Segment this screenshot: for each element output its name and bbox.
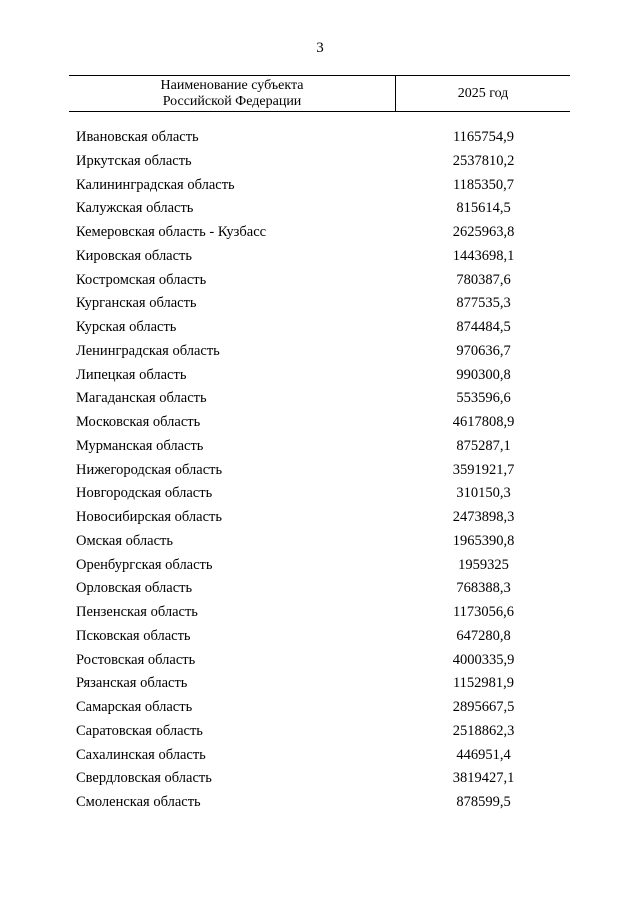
table-row: [0, 601, 640, 625]
region-name: Рязанская область: [76, 675, 188, 692]
column-header-subject: [69, 76, 396, 111]
region-name: Свердловская область: [76, 770, 212, 787]
region-name: Новгородская область: [76, 485, 213, 502]
table-row: [0, 720, 640, 744]
column-header-subject-line2: Российской Федерации: [162, 94, 302, 109]
region-name: Оренбургская область: [76, 556, 213, 573]
region-value: 2518862,3: [452, 722, 515, 739]
table-row: [0, 482, 640, 506]
region-name: Саратовская область: [76, 722, 203, 739]
table-row: [0, 174, 640, 198]
region-value: 1965390,8: [452, 532, 515, 549]
region-value: 2625963,8: [452, 224, 515, 240]
region-value: 3819427,1: [452, 770, 515, 787]
table-row: [0, 672, 640, 696]
region-name: Псковская область: [76, 627, 191, 644]
region-value: 310150,3: [456, 485, 511, 502]
region-name: Липецкая область: [76, 366, 187, 383]
region-value: 970636,7: [456, 342, 511, 359]
region-value: 4000335,9: [452, 651, 515, 668]
table-row: [0, 506, 640, 530]
region-name: Ленинградская область: [76, 342, 220, 359]
region-value: 815614,5: [456, 200, 511, 217]
region-value: 1185350,7: [452, 176, 515, 193]
region-name: Кемеровская область - Кузбасс: [76, 224, 267, 240]
region-name: Орловская область: [76, 580, 193, 597]
region-value: 3591921,7: [452, 461, 515, 478]
table-row: [0, 435, 640, 459]
table-row: [0, 577, 640, 601]
region-value: 553596,6: [456, 390, 511, 407]
column-header-year: 2025 год: [457, 85, 509, 101]
region-name: Кировская область: [76, 247, 193, 264]
region-name: Сахалинская область: [76, 746, 206, 763]
region-value: 878599,5: [456, 794, 511, 810]
table-row: [0, 150, 640, 174]
table-row: [0, 197, 640, 221]
table-row: [0, 625, 640, 649]
table-row: [0, 411, 640, 435]
region-value: 4617808,9: [452, 414, 515, 430]
region-value: 1959325: [458, 556, 509, 573]
table-row: [0, 530, 640, 554]
region-name: Новосибирская область: [76, 509, 222, 525]
region-name: Пензенская область: [76, 604, 198, 620]
table-row: [0, 292, 640, 316]
region-value: 768388,3: [456, 580, 511, 597]
table-body: [0, 126, 640, 815]
table-row: [0, 340, 640, 364]
region-name: Смоленская область: [76, 794, 201, 810]
table-row: [0, 316, 640, 340]
region-name: Иркутская область: [76, 152, 192, 169]
region-value: 877535,3: [456, 295, 511, 312]
region-value: 2537810,2: [452, 152, 515, 169]
page-number: 3: [316, 40, 324, 56]
region-name: Калужская область: [76, 200, 194, 217]
region-value: 1443698,1: [452, 247, 515, 264]
table-row: [0, 554, 640, 578]
region-name: Московская область: [76, 414, 201, 430]
region-value: 2895667,5: [452, 699, 515, 715]
region-value: 1165754,9: [452, 129, 515, 145]
region-value: 2473898,3: [452, 509, 515, 525]
table-row: [0, 364, 640, 388]
region-value: 780387,6: [456, 271, 511, 288]
region-name: Магаданская область: [76, 390, 207, 407]
region-name: Ростовская область: [76, 651, 196, 668]
region-name: Ивановская область: [76, 129, 199, 145]
region-name: Омская область: [76, 532, 173, 549]
region-name: Нижегородская область: [76, 461, 223, 478]
table-row: [0, 767, 640, 791]
table-row: [0, 696, 640, 720]
table-row: [0, 387, 640, 411]
region-name: Мурманская область: [76, 437, 204, 454]
region-name: Курская область: [76, 319, 177, 335]
region-name: Костромская область: [76, 271, 207, 288]
column-header-subject-line1: Наименование субъекта: [160, 78, 304, 93]
table-row: [0, 245, 640, 269]
table-row: [0, 126, 640, 150]
region-value: 875287,1: [456, 437, 511, 454]
region-name: Курганская область: [76, 295, 197, 312]
region-name: Калининградская область: [76, 176, 235, 193]
table-row: [0, 649, 640, 673]
region-value: 647280,8: [456, 627, 511, 644]
table-header: [69, 75, 570, 112]
table-row: [0, 269, 640, 293]
region-name: Самарская область: [76, 699, 193, 715]
region-value: 1152981,9: [452, 675, 515, 692]
table-row: [0, 221, 640, 245]
region-value: 446951,4: [456, 746, 511, 763]
region-value: 874484,5: [456, 319, 511, 335]
table-row: [0, 459, 640, 483]
region-value: 990300,8: [456, 366, 511, 383]
table-row: [0, 744, 640, 768]
table-row: [0, 791, 640, 815]
region-value: 1173056,6: [452, 604, 515, 620]
